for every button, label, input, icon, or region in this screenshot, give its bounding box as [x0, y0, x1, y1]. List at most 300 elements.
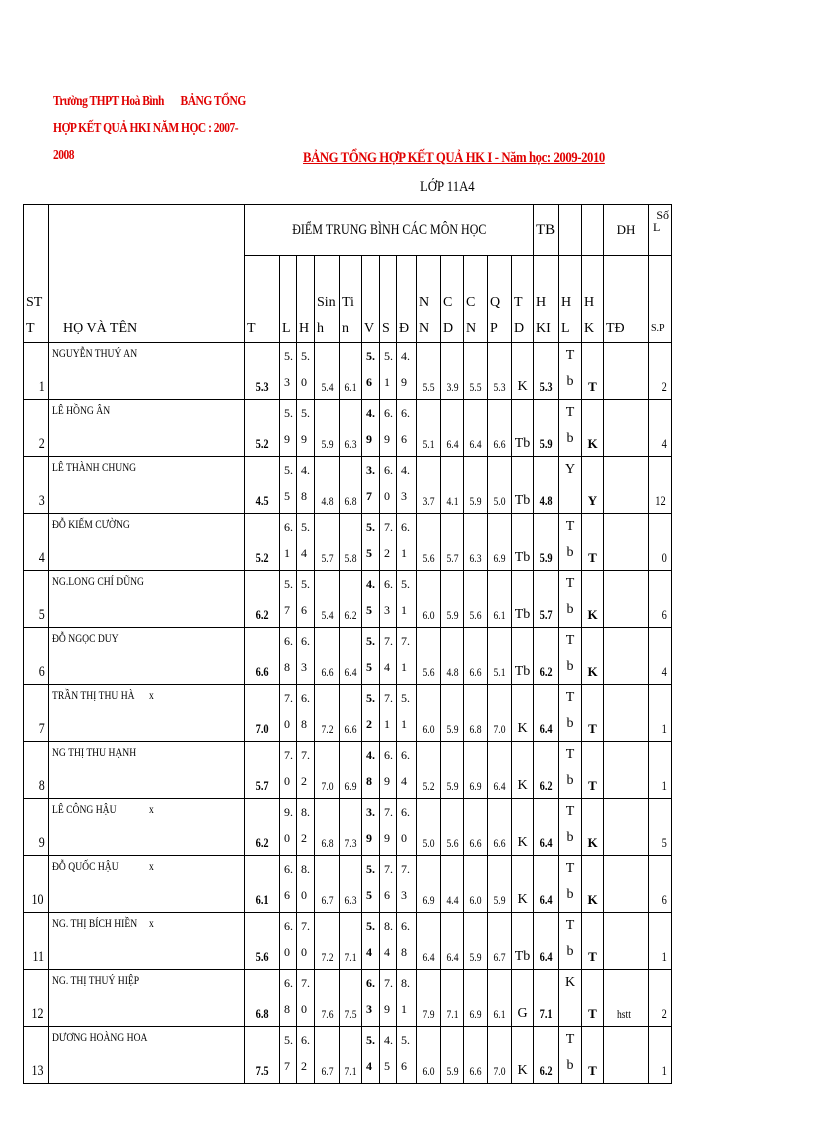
score-h: 7. 0 [297, 913, 315, 970]
score-cd: 5.9 [441, 1027, 464, 1084]
danh-hieu [604, 799, 649, 856]
score-sinh: 6.7 [315, 856, 340, 913]
row-stt: 8 [24, 742, 49, 799]
score-d: 4. 9 [397, 343, 417, 400]
hanh-kiem: T [582, 343, 604, 400]
score-t: 5.3 [245, 343, 280, 400]
score-nn: 5.2 [417, 742, 441, 799]
score-t: 6.2 [245, 571, 280, 628]
danh-hieu [604, 400, 649, 457]
student-name: ĐỖ QUỐC HẬU x [49, 856, 245, 913]
col-h-header: H [297, 256, 315, 343]
so-loi: 6 [649, 571, 672, 628]
hoc-luc: T b [559, 913, 582, 970]
score-d: 5. 1 [397, 571, 417, 628]
danh-hieu [604, 1027, 649, 1084]
score-sinh: 6.6 [315, 628, 340, 685]
score-cd: 4.8 [441, 628, 464, 685]
table-row [24, 457, 672, 514]
hoc-luc: T b [559, 742, 582, 799]
col-td-header: TĐ [604, 256, 649, 343]
score-sinh: 7.2 [315, 913, 340, 970]
row-stt: 13 [24, 1027, 49, 1084]
score-tin: 5.8 [340, 514, 362, 571]
score-td: K [512, 343, 534, 400]
score-cd: 6.4 [441, 400, 464, 457]
student-name: NG.LONG CHÍ DŨNG [49, 571, 245, 628]
score-t: 5.2 [245, 514, 280, 571]
table-row [24, 970, 672, 1027]
student-name: ĐỖ NGỌC DUY [49, 628, 245, 685]
score-qp: 6.4 [488, 742, 512, 799]
hanh-kiem: K [582, 856, 604, 913]
score-s: 7. 6 [380, 856, 397, 913]
score-td: K [512, 685, 534, 742]
hoc-luc: T b [559, 1027, 582, 1084]
so-loi: 0 [649, 514, 672, 571]
hanh-kiem: K [582, 400, 604, 457]
score-cd: 5.7 [441, 514, 464, 571]
student-name: NGUYỄN THUÝ AN [49, 343, 245, 400]
so-loi: 1 [649, 1027, 672, 1084]
col-t-header: T [245, 256, 280, 343]
score-d: 7. 3 [397, 856, 417, 913]
school-header-line1: Trường THPT Hoà Bình BẢNG TỔNG [53, 94, 246, 109]
score-d: 6. 0 [397, 799, 417, 856]
score-nn: 7.9 [417, 970, 441, 1027]
score-v: 4. 5 [362, 571, 380, 628]
score-td: K [512, 856, 534, 913]
score-nn: 3.7 [417, 457, 441, 514]
score-cd: 6.4 [441, 913, 464, 970]
row-stt: 6 [24, 628, 49, 685]
score-h: 6. 8 [297, 685, 315, 742]
score-l: 6. 1 [280, 514, 297, 571]
score-tb-hk1: 5.3 [534, 343, 559, 400]
score-cd: 5.6 [441, 799, 464, 856]
score-tb-hk1: 5.9 [534, 514, 559, 571]
col-hk-header: H K [582, 256, 604, 343]
score-cd: 5.9 [441, 685, 464, 742]
hanh-kiem: T [582, 913, 604, 970]
score-tin: 6.3 [340, 856, 362, 913]
score-sinh: 7.0 [315, 742, 340, 799]
score-tb-hk1: 5.7 [534, 571, 559, 628]
table-row [24, 571, 672, 628]
hoc-luc: T b [559, 799, 582, 856]
score-d: 4. 3 [397, 457, 417, 514]
score-cn: 6.4 [464, 400, 488, 457]
remark-mark: x [149, 802, 154, 816]
score-v: 5. 4 [362, 1027, 380, 1084]
score-tin: 6.6 [340, 685, 362, 742]
remark-mark: x [149, 688, 154, 702]
score-td: G [512, 970, 534, 1027]
score-s: 6. 9 [380, 400, 397, 457]
score-t: 6.1 [245, 856, 280, 913]
score-cn: 6.3 [464, 514, 488, 571]
score-s: 7. 9 [380, 799, 397, 856]
score-td: K [512, 1027, 534, 1084]
student-name: NG THỊ THU HẠNH [49, 742, 245, 799]
score-d: 7. 1 [397, 628, 417, 685]
score-v: 3. 9 [362, 799, 380, 856]
score-td: Tb [512, 571, 534, 628]
hanh-kiem: T [582, 970, 604, 1027]
score-qp: 6.6 [488, 400, 512, 457]
col-sp-header: S.P [649, 256, 672, 343]
danh-hieu [604, 685, 649, 742]
score-tb-hk1: 6.2 [534, 742, 559, 799]
score-tb-hk1: 7.1 [534, 970, 559, 1027]
score-d: 5. 1 [397, 685, 417, 742]
score-d: 6. 1 [397, 514, 417, 571]
score-sinh: 4.8 [315, 457, 340, 514]
hanh-kiem: T [582, 1027, 604, 1084]
score-sinh: 5.7 [315, 514, 340, 571]
score-nn: 5.0 [417, 799, 441, 856]
score-tin: 6.2 [340, 571, 362, 628]
score-h: 5. 0 [297, 343, 315, 400]
score-td: Tb [512, 514, 534, 571]
score-nn: 5.1 [417, 400, 441, 457]
score-td: Tb [512, 913, 534, 970]
score-s: 6. 9 [380, 742, 397, 799]
col-stt-header: ST T [24, 205, 49, 343]
score-l: 7. 0 [280, 685, 297, 742]
score-qp: 6.1 [488, 970, 512, 1027]
remark-mark: x [149, 859, 154, 873]
table-row [24, 742, 672, 799]
so-loi: 2 [649, 343, 672, 400]
score-t: 7.5 [245, 1027, 280, 1084]
score-cn: 6.6 [464, 1027, 488, 1084]
score-nn: 5.6 [417, 514, 441, 571]
col-cd-header: C D [441, 256, 464, 343]
remark-mark: x [149, 916, 154, 930]
score-cn: 6.9 [464, 742, 488, 799]
score-v: 5. 5 [362, 514, 380, 571]
col-nn-header: N N [417, 256, 441, 343]
score-h: 5. 4 [297, 514, 315, 571]
subject-group-header: ĐIỂM TRUNG BÌNH CÁC MÔN HỌC [245, 205, 534, 256]
table-row [24, 514, 672, 571]
score-v: 5. 6 [362, 343, 380, 400]
table-body [24, 343, 672, 1084]
col-s-header: S [380, 256, 397, 343]
col-d-header: Đ [397, 256, 417, 343]
score-l: 5. 7 [280, 571, 297, 628]
so-loi: 1 [649, 913, 672, 970]
document-title: BẢNG TỔNG HỢP KẾT QUẢ HK I - Năm học: 2009-2010 [303, 150, 605, 166]
hoc-luc: T b [559, 514, 582, 571]
score-d: 5. 6 [397, 1027, 417, 1084]
score-l: 6. 0 [280, 913, 297, 970]
score-tin: 6.1 [340, 343, 362, 400]
score-h: 8. 0 [297, 856, 315, 913]
table-row [24, 685, 672, 742]
score-nn: 6.9 [417, 856, 441, 913]
score-v: 5. 5 [362, 856, 380, 913]
so-loi: 1 [649, 742, 672, 799]
score-sinh: 5.9 [315, 400, 340, 457]
row-stt: 5 [24, 571, 49, 628]
score-h: 5. 9 [297, 400, 315, 457]
row-stt: 4 [24, 514, 49, 571]
score-t: 6.8 [245, 970, 280, 1027]
so-loi: 4 [649, 400, 672, 457]
score-v: 3. 7 [362, 457, 380, 514]
danh-hieu: hstt [604, 970, 649, 1027]
score-tb-hk1: 5.9 [534, 400, 559, 457]
score-sinh: 5.4 [315, 343, 340, 400]
row-stt: 7 [24, 685, 49, 742]
score-nn: 5.5 [417, 343, 441, 400]
score-l: 5. 7 [280, 1027, 297, 1084]
class-name: LỚP 11A4 [420, 179, 475, 195]
dh-top-header: DH [604, 205, 649, 256]
hoc-luc: T b [559, 343, 582, 400]
hanh-kiem: T [582, 685, 604, 742]
score-qp: 7.0 [488, 685, 512, 742]
score-qp: 6.1 [488, 571, 512, 628]
row-stt: 9 [24, 799, 49, 856]
col-sinh-header: Sin h [315, 256, 340, 343]
score-td: Tb [512, 400, 534, 457]
score-h: 6. 2 [297, 1027, 315, 1084]
score-l: 6. 8 [280, 970, 297, 1027]
student-name: TRẦN THỊ THU HÀ x [49, 685, 245, 742]
score-cn: 6.8 [464, 685, 488, 742]
col-cn-header: C N [464, 256, 488, 343]
score-cn: 6.6 [464, 628, 488, 685]
score-h: 7. 2 [297, 742, 315, 799]
hoc-luc: T b [559, 685, 582, 742]
row-stt: 11 [24, 913, 49, 970]
score-tb-hk1: 6.2 [534, 1027, 559, 1084]
score-s: 6. 3 [380, 571, 397, 628]
score-cn: 6.9 [464, 970, 488, 1027]
student-name: NG. THỊ BÍCH HIỀN x [49, 913, 245, 970]
score-sinh: 6.8 [315, 799, 340, 856]
hanh-kiem: K [582, 799, 604, 856]
score-tb-hk1: 6.4 [534, 856, 559, 913]
score-cn: 6.0 [464, 856, 488, 913]
score-tb-hk1: 6.2 [534, 628, 559, 685]
danh-hieu [604, 913, 649, 970]
hoc-luc: K [559, 970, 582, 1027]
hk-top-header [582, 205, 604, 256]
school-header-line3: 2008 [53, 148, 74, 163]
score-s: 7. 1 [380, 685, 397, 742]
so-loi: 1 [649, 685, 672, 742]
col-tb-header: H KI [534, 256, 559, 343]
so-loi: 6 [649, 856, 672, 913]
col-name-header: HỌ VÀ TÊN [49, 205, 245, 343]
danh-hieu [604, 571, 649, 628]
col-hl-header: H L [559, 256, 582, 343]
score-qp: 6.6 [488, 799, 512, 856]
score-d: 6. 6 [397, 400, 417, 457]
score-tin: 7.1 [340, 913, 362, 970]
row-stt: 12 [24, 970, 49, 1027]
score-cd: 4.1 [441, 457, 464, 514]
score-t: 6.6 [245, 628, 280, 685]
school-header [53, 88, 246, 169]
score-td: K [512, 742, 534, 799]
score-t: 7.0 [245, 685, 280, 742]
score-v: 6. 3 [362, 970, 380, 1027]
sl-top-header: Số L [649, 205, 672, 256]
score-s: 7. 4 [380, 628, 397, 685]
table-row [24, 400, 672, 457]
score-d: 8. 1 [397, 970, 417, 1027]
score-v: 5. 5 [362, 628, 380, 685]
student-name: LÊ THÀNH CHUNG [49, 457, 245, 514]
score-cn: 5.5 [464, 343, 488, 400]
score-v: 5. 2 [362, 685, 380, 742]
score-qp: 6.9 [488, 514, 512, 571]
score-cd: 5.9 [441, 742, 464, 799]
score-l: 7. 0 [280, 742, 297, 799]
hoc-luc: T b [559, 628, 582, 685]
so-loi: 4 [649, 628, 672, 685]
score-h: 4. 8 [297, 457, 315, 514]
score-h: 8. 2 [297, 799, 315, 856]
score-d: 6. 4 [397, 742, 417, 799]
score-td: K [512, 799, 534, 856]
score-cn: 5.9 [464, 913, 488, 970]
score-t: 5.6 [245, 913, 280, 970]
danh-hieu [604, 457, 649, 514]
score-qp: 6.7 [488, 913, 512, 970]
score-cn: 6.6 [464, 799, 488, 856]
score-d: 6. 8 [397, 913, 417, 970]
score-qp: 5.9 [488, 856, 512, 913]
score-cd: 3.9 [441, 343, 464, 400]
hanh-kiem: K [582, 571, 604, 628]
score-qp: 5.0 [488, 457, 512, 514]
score-l: 9. 0 [280, 799, 297, 856]
score-v: 4. 9 [362, 400, 380, 457]
score-h: 5. 6 [297, 571, 315, 628]
score-tin: 6.8 [340, 457, 362, 514]
table-row [24, 1027, 672, 1084]
score-td: Tb [512, 628, 534, 685]
score-l: 6. 8 [280, 628, 297, 685]
score-cd: 5.9 [441, 571, 464, 628]
score-qp: 5.1 [488, 628, 512, 685]
score-t: 6.2 [245, 799, 280, 856]
score-s: 8. 4 [380, 913, 397, 970]
score-nn: 6.0 [417, 1027, 441, 1084]
table-row [24, 628, 672, 685]
score-tin: 7.5 [340, 970, 362, 1027]
school-header-line2: HỢP KẾT QUẢ HKI NĂM HỌC : 2007- [53, 121, 239, 136]
score-s: 6. 0 [380, 457, 397, 514]
col-qp-header: Q P [488, 256, 512, 343]
score-tin: 6.4 [340, 628, 362, 685]
score-sinh: 7.2 [315, 685, 340, 742]
tb-top-header: TB [534, 205, 559, 256]
danh-hieu [604, 628, 649, 685]
score-nn: 6.4 [417, 913, 441, 970]
score-l: 5. 9 [280, 400, 297, 457]
score-qp: 5.3 [488, 343, 512, 400]
danh-hieu [604, 742, 649, 799]
score-cd: 7.1 [441, 970, 464, 1027]
score-nn: 6.0 [417, 685, 441, 742]
score-tin: 6.9 [340, 742, 362, 799]
hl-top-header [559, 205, 582, 256]
score-h: 6. 3 [297, 628, 315, 685]
score-l: 5. 3 [280, 343, 297, 400]
hanh-kiem: Y [582, 457, 604, 514]
score-t: 5.7 [245, 742, 280, 799]
score-tb-hk1: 6.4 [534, 799, 559, 856]
danh-hieu [604, 856, 649, 913]
score-s: 4. 5 [380, 1027, 397, 1084]
col-td-header: T D [512, 256, 534, 343]
hanh-kiem: T [582, 742, 604, 799]
table-row [24, 913, 672, 970]
score-qp: 7.0 [488, 1027, 512, 1084]
score-tin: 7.3 [340, 799, 362, 856]
so-loi: 5 [649, 799, 672, 856]
score-sinh: 7.6 [315, 970, 340, 1027]
score-tb-hk1: 4.8 [534, 457, 559, 514]
row-stt: 3 [24, 457, 49, 514]
danh-hieu [604, 514, 649, 571]
score-h: 7. 0 [297, 970, 315, 1027]
score-s: 5. 1 [380, 343, 397, 400]
danh-hieu [604, 343, 649, 400]
so-loi: 12 [649, 457, 672, 514]
table-row [24, 343, 672, 400]
score-tin: 6.3 [340, 400, 362, 457]
score-s: 7. 2 [380, 514, 397, 571]
score-t: 4.5 [245, 457, 280, 514]
hoc-luc: T b [559, 856, 582, 913]
score-l: 5. 5 [280, 457, 297, 514]
table-row [24, 799, 672, 856]
score-t: 5.2 [245, 400, 280, 457]
score-cd: 4.4 [441, 856, 464, 913]
so-loi: 2 [649, 970, 672, 1027]
hoc-luc: T b [559, 400, 582, 457]
score-v: 5. 4 [362, 913, 380, 970]
score-cn: 5.9 [464, 457, 488, 514]
score-v: 4. 8 [362, 742, 380, 799]
student-name: NG. THỊ THUÝ HIỆP [49, 970, 245, 1027]
col-tin-header: Ti n [340, 256, 362, 343]
score-td: Tb [512, 457, 534, 514]
table-row [24, 856, 672, 913]
score-sinh: 6.7 [315, 1027, 340, 1084]
student-name: ĐỖ KIẾM CƯỜNG [49, 514, 245, 571]
student-name: LÊ CÔNG HẬU x [49, 799, 245, 856]
score-nn: 5.6 [417, 628, 441, 685]
hanh-kiem: T [582, 514, 604, 571]
results-table [23, 204, 672, 1084]
student-name: DƯƠNG HOÀNG HOA [49, 1027, 245, 1084]
col-l-header: L [280, 256, 297, 343]
hoc-luc: Y [559, 457, 582, 514]
score-l: 6. 6 [280, 856, 297, 913]
score-cn: 5.6 [464, 571, 488, 628]
row-stt: 1 [24, 343, 49, 400]
score-sinh: 5.4 [315, 571, 340, 628]
